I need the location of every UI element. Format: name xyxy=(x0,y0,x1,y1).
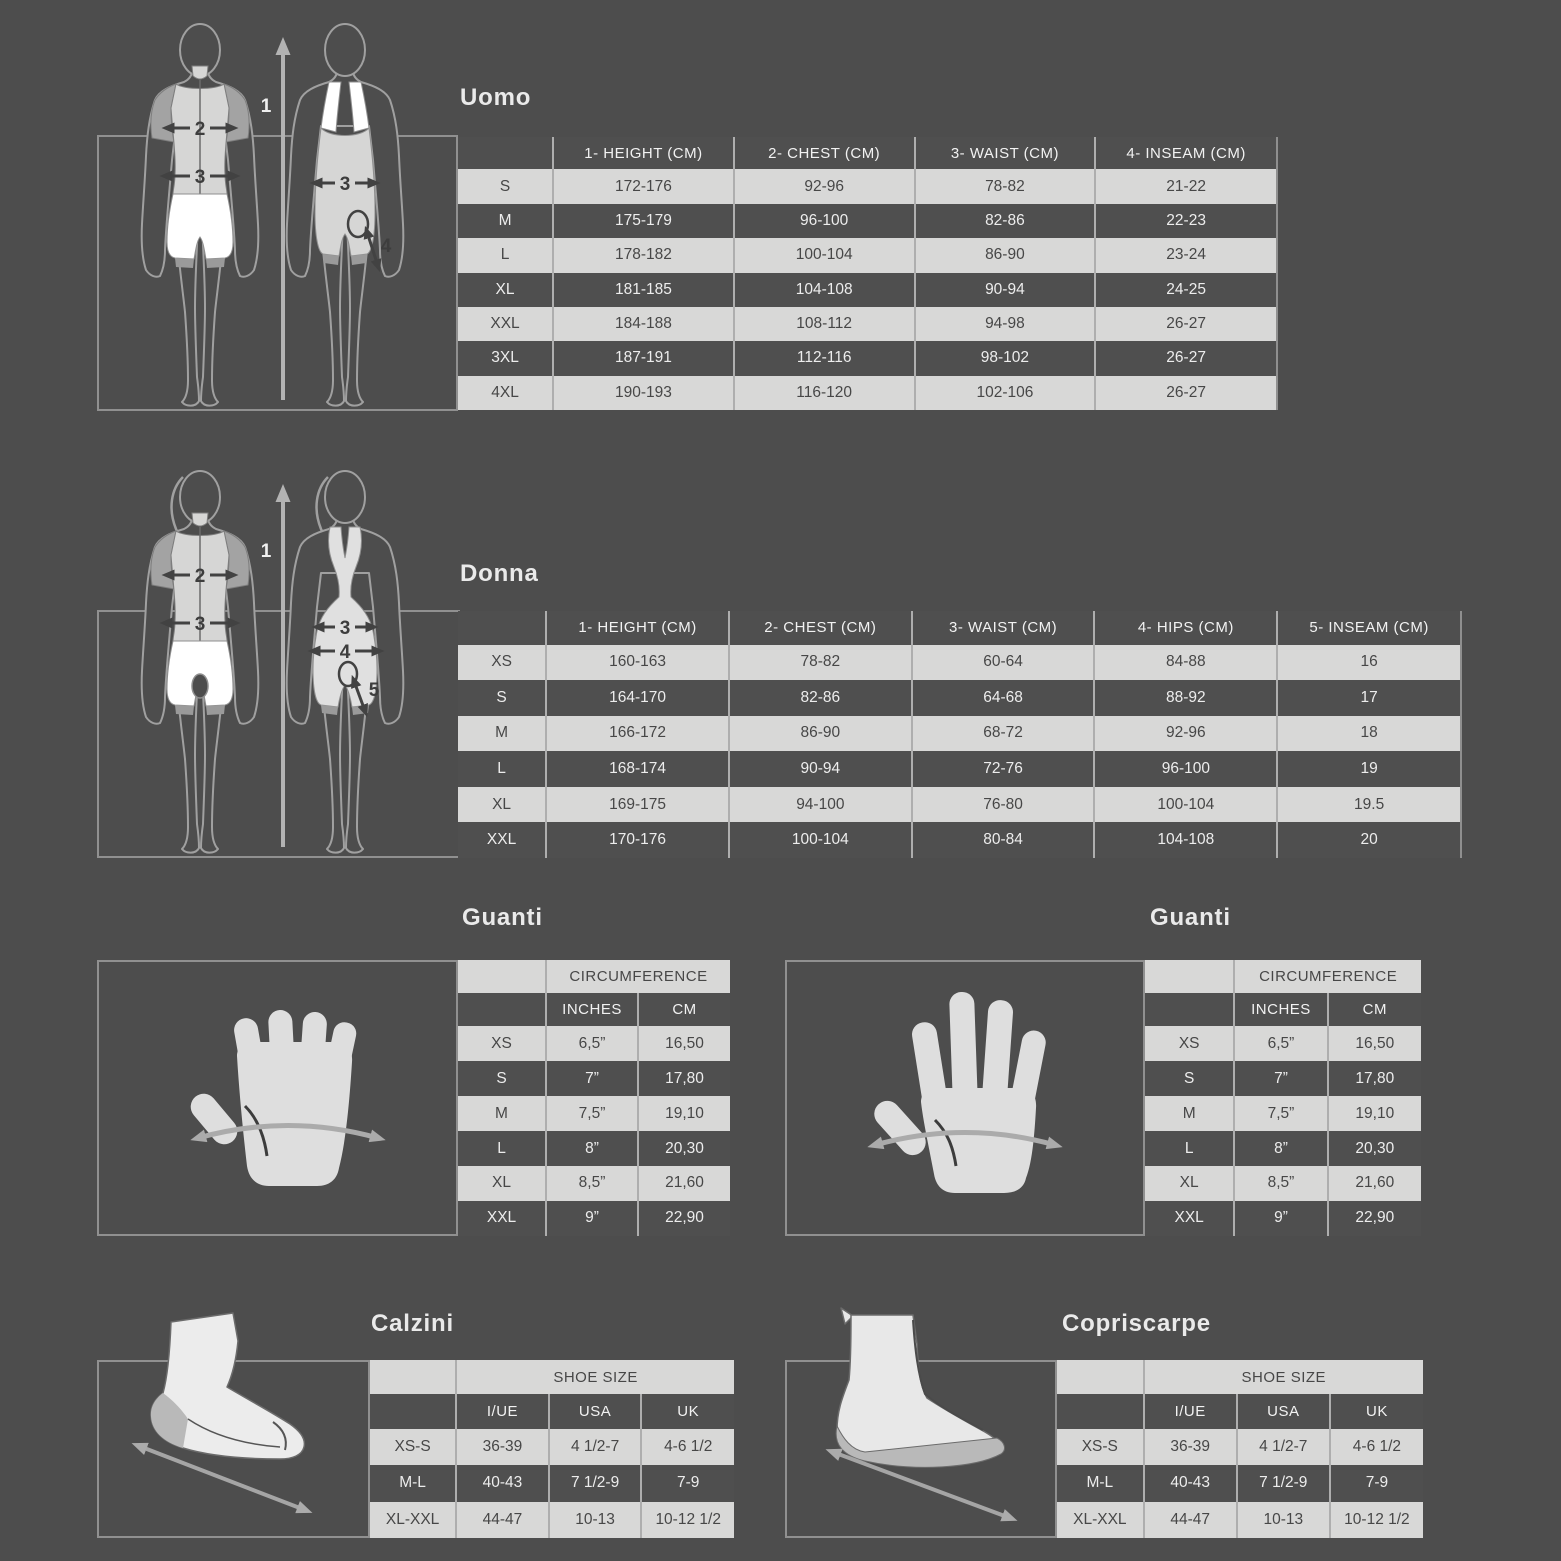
size-value-cell: 112-116 xyxy=(734,341,915,375)
corner-cell xyxy=(458,960,546,993)
size-value-cell: 36-39 xyxy=(1144,1429,1237,1465)
pad-oval xyxy=(192,674,208,698)
size-value-cell: 175-179 xyxy=(553,204,734,238)
size-label-cell: XL xyxy=(1145,1166,1234,1201)
size-label-cell: L xyxy=(1145,1131,1234,1166)
donna-section-title: Donna xyxy=(460,560,539,587)
column-header-cell xyxy=(458,993,546,1026)
size-value-cell: 16,50 xyxy=(1328,1026,1421,1061)
table-row xyxy=(458,1131,730,1166)
size-value-cell: 8,5” xyxy=(546,1166,638,1201)
size-value-cell: 7” xyxy=(546,1061,638,1096)
table-row xyxy=(1145,1166,1421,1201)
size-value-cell: 17,80 xyxy=(638,1061,730,1096)
size-value-cell: 68-72 xyxy=(912,716,1095,752)
size-value-cell: 7,5” xyxy=(546,1096,638,1131)
donna-size-table xyxy=(458,611,1462,858)
size-value-cell: 94-100 xyxy=(729,787,912,823)
size-label-cell: XL xyxy=(458,273,553,307)
size-value-cell: 8,5” xyxy=(1234,1166,1327,1201)
size-value-cell: 108-112 xyxy=(734,307,915,341)
size-value-cell: 26-27 xyxy=(1095,376,1276,410)
corner-cell xyxy=(1057,1360,1144,1394)
guanti-left-section-title: Guanti xyxy=(462,904,543,931)
size-value-cell: 17 xyxy=(1277,680,1460,716)
column-header-cell: 2- CHEST (CM) xyxy=(734,137,915,169)
waist-measure-label: 3 xyxy=(194,614,206,635)
column-header-cell: I/UE xyxy=(456,1394,549,1428)
cover-upper xyxy=(837,1315,1001,1458)
column-header-cell: 2- CHEST (CM) xyxy=(729,611,912,645)
size-value-cell: 98-102 xyxy=(915,341,1096,375)
size-value-cell: 19 xyxy=(1277,751,1460,787)
span-header-cell: CIRCUMFERENCE xyxy=(1234,960,1421,993)
size-value-cell: 9” xyxy=(1234,1201,1327,1236)
glove-shape xyxy=(185,1009,358,1186)
span-header-row xyxy=(1057,1360,1423,1394)
size-label-cell: XS xyxy=(458,645,546,681)
size-value-cell: 22,90 xyxy=(1328,1201,1421,1236)
table-row xyxy=(458,341,1276,375)
size-value-cell: 4-6 1/2 xyxy=(641,1429,734,1465)
size-value-cell: 7,5” xyxy=(1234,1096,1327,1131)
table-row xyxy=(458,169,1276,203)
size-value-cell: 21,60 xyxy=(1328,1166,1421,1201)
size-label-cell: XXL xyxy=(458,1201,546,1236)
size-value-cell: 96-100 xyxy=(1094,751,1277,787)
column-header-cell: UK xyxy=(641,1394,734,1428)
waist-measure-label: 3 xyxy=(194,167,206,188)
size-label-cell: XS xyxy=(1145,1026,1234,1061)
size-value-cell: 102-106 xyxy=(915,376,1096,410)
table-row xyxy=(458,1096,730,1131)
size-value-cell: 4 1/2-7 xyxy=(549,1429,642,1465)
table-row xyxy=(458,680,1460,716)
size-value-cell: 172-176 xyxy=(553,169,734,203)
size-value-cell: 16 xyxy=(1277,645,1460,681)
glove-shape xyxy=(869,992,1048,1193)
table-row xyxy=(458,716,1460,752)
column-header-row xyxy=(1145,993,1421,1026)
table-row xyxy=(458,787,1460,823)
size-label-cell: 4XL xyxy=(458,376,553,410)
inseam-measure-label: 4 xyxy=(380,236,392,257)
guanti-right-section-title: Guanti xyxy=(1150,904,1231,931)
size-value-cell: 4 1/2-7 xyxy=(1237,1429,1330,1465)
span-header-cell: SHOE SIZE xyxy=(456,1360,734,1394)
size-value-cell: 76-80 xyxy=(912,787,1095,823)
size-value-cell: 92-96 xyxy=(734,169,915,203)
size-value-cell: 72-76 xyxy=(912,751,1095,787)
size-value-cell: 104-108 xyxy=(734,273,915,307)
table-row xyxy=(1145,1096,1421,1131)
column-header-cell: 3- WAIST (CM) xyxy=(915,137,1096,169)
bib-waist-measure-label: 3 xyxy=(339,174,351,195)
column-header-cell: INCHES xyxy=(546,993,638,1026)
uomo-section-title: Uomo xyxy=(460,84,532,111)
corner-cell xyxy=(1145,960,1234,993)
size-value-cell: 88-92 xyxy=(1094,680,1277,716)
column-header-cell: 5- INSEAM (CM) xyxy=(1277,611,1460,645)
female-bib-figure xyxy=(287,471,404,853)
size-label-cell: XL-XXL xyxy=(370,1502,456,1538)
size-value-cell: 40-43 xyxy=(456,1465,549,1501)
male-front-figure xyxy=(142,24,259,406)
size-value-cell: 40-43 xyxy=(1144,1465,1237,1501)
size-value-cell: 7-9 xyxy=(1330,1465,1423,1501)
uomo-size-table xyxy=(458,137,1278,410)
size-value-cell: 19,10 xyxy=(1328,1096,1421,1131)
size-label-cell: XXL xyxy=(458,307,553,341)
table-row xyxy=(1057,1429,1423,1465)
size-value-cell: 21-22 xyxy=(1095,169,1276,203)
sock-illustration xyxy=(97,1360,370,1538)
column-header-cell: INCHES xyxy=(1234,993,1327,1026)
size-value-cell: 168-174 xyxy=(546,751,729,787)
size-value-cell: 92-96 xyxy=(1094,716,1277,752)
column-header-cell: I/UE xyxy=(1144,1394,1237,1428)
calzini-section-title: Calzini xyxy=(371,1310,454,1337)
size-value-cell: 4-6 1/2 xyxy=(1330,1429,1423,1465)
donna-figures-illustration xyxy=(90,455,460,851)
table-row xyxy=(458,1061,730,1096)
size-label-cell: M-L xyxy=(1057,1465,1144,1501)
size-value-cell: 104-108 xyxy=(1094,822,1277,858)
size-label-cell: XXL xyxy=(458,822,546,858)
column-header-cell xyxy=(1057,1394,1144,1428)
size-value-cell: 26-27 xyxy=(1095,341,1276,375)
size-value-cell: 100-104 xyxy=(729,822,912,858)
size-value-cell: 170-176 xyxy=(546,822,729,858)
table-row xyxy=(1057,1502,1423,1538)
table-row xyxy=(1145,1201,1421,1236)
size-value-cell: 178-182 xyxy=(553,238,734,272)
size-value-cell: 6,5” xyxy=(1234,1026,1327,1061)
size-value-cell: 169-175 xyxy=(546,787,729,823)
table-row xyxy=(370,1429,734,1465)
size-value-cell: 10-13 xyxy=(1237,1502,1330,1538)
column-header-cell: CM xyxy=(638,993,730,1026)
size-value-cell: 44-47 xyxy=(1144,1502,1237,1538)
size-label-cell: XL xyxy=(458,787,546,823)
copriscarpe-size-table xyxy=(1057,1360,1423,1538)
size-label-cell: XL-XXL xyxy=(1057,1502,1144,1538)
female-front-figure xyxy=(142,471,259,853)
size-value-cell: 24-25 xyxy=(1095,273,1276,307)
size-value-cell: 8” xyxy=(546,1131,638,1166)
size-value-cell: 10-13 xyxy=(549,1502,642,1538)
size-value-cell: 36-39 xyxy=(456,1429,549,1465)
size-label-cell: S xyxy=(458,169,553,203)
column-header-cell: 4- HIPS (CM) xyxy=(1094,611,1277,645)
height-measure-label: 1 xyxy=(260,541,272,562)
size-value-cell: 90-94 xyxy=(729,751,912,787)
fingerless-glove-illustration xyxy=(97,960,458,1236)
size-label-cell: M xyxy=(1145,1096,1234,1131)
table-row xyxy=(458,822,1460,858)
size-value-cell: 160-163 xyxy=(546,645,729,681)
table-row xyxy=(370,1502,734,1538)
size-value-cell: 60-64 xyxy=(912,645,1095,681)
corner-cell xyxy=(370,1360,456,1394)
size-label-cell: S xyxy=(458,680,546,716)
size-value-cell: 78-82 xyxy=(915,169,1096,203)
column-header-row xyxy=(1057,1394,1423,1428)
size-value-cell: 9” xyxy=(546,1201,638,1236)
table-row xyxy=(1145,1061,1421,1096)
size-value-cell: 184-188 xyxy=(553,307,734,341)
size-label-cell: M xyxy=(458,204,553,238)
guanti-right-size-table xyxy=(1145,960,1421,1236)
male-bib-figure xyxy=(287,24,404,406)
size-value-cell: 22,90 xyxy=(638,1201,730,1236)
size-value-cell: 166-172 xyxy=(546,716,729,752)
span-header-row xyxy=(458,960,730,993)
span-header-row xyxy=(370,1360,734,1394)
size-value-cell: 7 1/2-9 xyxy=(549,1465,642,1501)
size-value-cell: 100-104 xyxy=(1094,787,1277,823)
column-header-cell xyxy=(1145,993,1234,1026)
column-header-cell: UK xyxy=(1330,1394,1423,1428)
table-row xyxy=(458,273,1276,307)
span-header-cell: SHOE SIZE xyxy=(1144,1360,1423,1394)
column-header-cell: USA xyxy=(1237,1394,1330,1428)
span-header-cell: CIRCUMFERENCE xyxy=(546,960,730,993)
uomo-figures-illustration xyxy=(90,8,460,404)
size-value-cell: 164-170 xyxy=(546,680,729,716)
chest-measure-label: 2 xyxy=(194,119,206,140)
size-value-cell: 181-185 xyxy=(553,273,734,307)
size-value-cell: 64-68 xyxy=(912,680,1095,716)
table-row xyxy=(458,307,1276,341)
size-value-cell: 90-94 xyxy=(915,273,1096,307)
size-value-cell: 10-12 1/2 xyxy=(1330,1502,1423,1538)
size-value-cell: 116-120 xyxy=(734,376,915,410)
size-value-cell: 20,30 xyxy=(638,1131,730,1166)
column-header-row xyxy=(458,993,730,1026)
size-value-cell: 21,60 xyxy=(638,1166,730,1201)
column-header-cell xyxy=(370,1394,456,1428)
height-arrow xyxy=(261,493,283,847)
column-header-cell: 1- HEIGHT (CM) xyxy=(553,137,734,169)
height-arrow xyxy=(261,46,283,400)
bib-waist-measure-label: 3 xyxy=(339,618,351,639)
size-value-cell: 82-86 xyxy=(729,680,912,716)
column-header-cell: CM xyxy=(1328,993,1421,1026)
size-value-cell: 26-27 xyxy=(1095,307,1276,341)
size-value-cell: 16,50 xyxy=(638,1026,730,1061)
size-label-cell: L xyxy=(458,238,553,272)
copriscarpe-section-title: Copriscarpe xyxy=(1062,1310,1211,1337)
shoe-cover-illustration xyxy=(785,1360,1057,1538)
size-label-cell: L xyxy=(458,751,546,787)
full-glove-illustration xyxy=(785,960,1145,1236)
size-value-cell: 187-191 xyxy=(553,341,734,375)
column-header-cell: 1- HEIGHT (CM) xyxy=(546,611,729,645)
size-label-cell: 3XL xyxy=(458,341,553,375)
table-row xyxy=(1145,1026,1421,1061)
column-header-row xyxy=(458,137,1276,169)
table-row xyxy=(458,645,1460,681)
span-header-row xyxy=(1145,960,1421,993)
size-label-cell: L xyxy=(458,1131,546,1166)
chest-measure-label: 2 xyxy=(194,566,206,587)
size-value-cell: 19.5 xyxy=(1277,787,1460,823)
size-value-cell: 78-82 xyxy=(729,645,912,681)
size-label-cell: S xyxy=(458,1061,546,1096)
size-value-cell: 84-88 xyxy=(1094,645,1277,681)
column-header-cell xyxy=(458,611,546,645)
size-label-cell: XS-S xyxy=(1057,1429,1144,1465)
size-value-cell: 7” xyxy=(1234,1061,1327,1096)
size-value-cell: 80-84 xyxy=(912,822,1095,858)
size-value-cell: 6,5” xyxy=(546,1026,638,1061)
size-label-cell: XS xyxy=(458,1026,546,1061)
size-value-cell: 86-90 xyxy=(915,238,1096,272)
table-row xyxy=(458,1201,730,1236)
size-label-cell: XXL xyxy=(1145,1201,1234,1236)
size-value-cell: 96-100 xyxy=(734,204,915,238)
inseam-measure-label: 5 xyxy=(368,680,380,701)
size-value-cell: 19,10 xyxy=(638,1096,730,1131)
height-measure-label: 1 xyxy=(260,96,272,117)
size-value-cell: 22-23 xyxy=(1095,204,1276,238)
size-label-cell: M xyxy=(458,1096,546,1131)
size-value-cell: 20,30 xyxy=(1328,1131,1421,1166)
table-row xyxy=(1145,1131,1421,1166)
size-label-cell: S xyxy=(1145,1061,1234,1096)
column-header-cell: 3- WAIST (CM) xyxy=(912,611,1095,645)
size-value-cell: 18 xyxy=(1277,716,1460,752)
table-row xyxy=(458,1166,730,1201)
guanti-left-size-table xyxy=(458,960,730,1236)
table-row xyxy=(458,1026,730,1061)
size-value-cell: 23-24 xyxy=(1095,238,1276,272)
size-label-cell: XL xyxy=(458,1166,546,1201)
size-value-cell: 7 1/2-9 xyxy=(1237,1465,1330,1501)
calzini-size-table xyxy=(370,1360,734,1538)
column-header-cell xyxy=(458,137,553,169)
size-label-cell: M-L xyxy=(370,1465,456,1501)
size-value-cell: 94-98 xyxy=(915,307,1096,341)
column-header-cell: 4- INSEAM (CM) xyxy=(1095,137,1276,169)
size-label-cell: XS-S xyxy=(370,1429,456,1465)
size-value-cell: 17,80 xyxy=(1328,1061,1421,1096)
size-value-cell: 10-12 1/2 xyxy=(641,1502,734,1538)
table-row xyxy=(458,376,1276,410)
size-label-cell: M xyxy=(458,716,546,752)
size-value-cell: 86-90 xyxy=(729,716,912,752)
size-value-cell: 8” xyxy=(1234,1131,1327,1166)
size-value-cell: 7-9 xyxy=(641,1465,734,1501)
column-header-row xyxy=(458,611,1460,645)
table-row xyxy=(1057,1465,1423,1501)
table-row xyxy=(370,1465,734,1501)
size-value-cell: 20 xyxy=(1277,822,1460,858)
table-row xyxy=(458,204,1276,238)
table-row xyxy=(458,751,1460,787)
hips-measure-label: 4 xyxy=(339,642,351,663)
column-header-row xyxy=(370,1394,734,1428)
size-value-cell: 100-104 xyxy=(734,238,915,272)
size-value-cell: 82-86 xyxy=(915,204,1096,238)
size-value-cell: 190-193 xyxy=(553,376,734,410)
column-header-cell: USA xyxy=(549,1394,642,1428)
size-value-cell: 44-47 xyxy=(456,1502,549,1538)
table-row xyxy=(458,238,1276,272)
